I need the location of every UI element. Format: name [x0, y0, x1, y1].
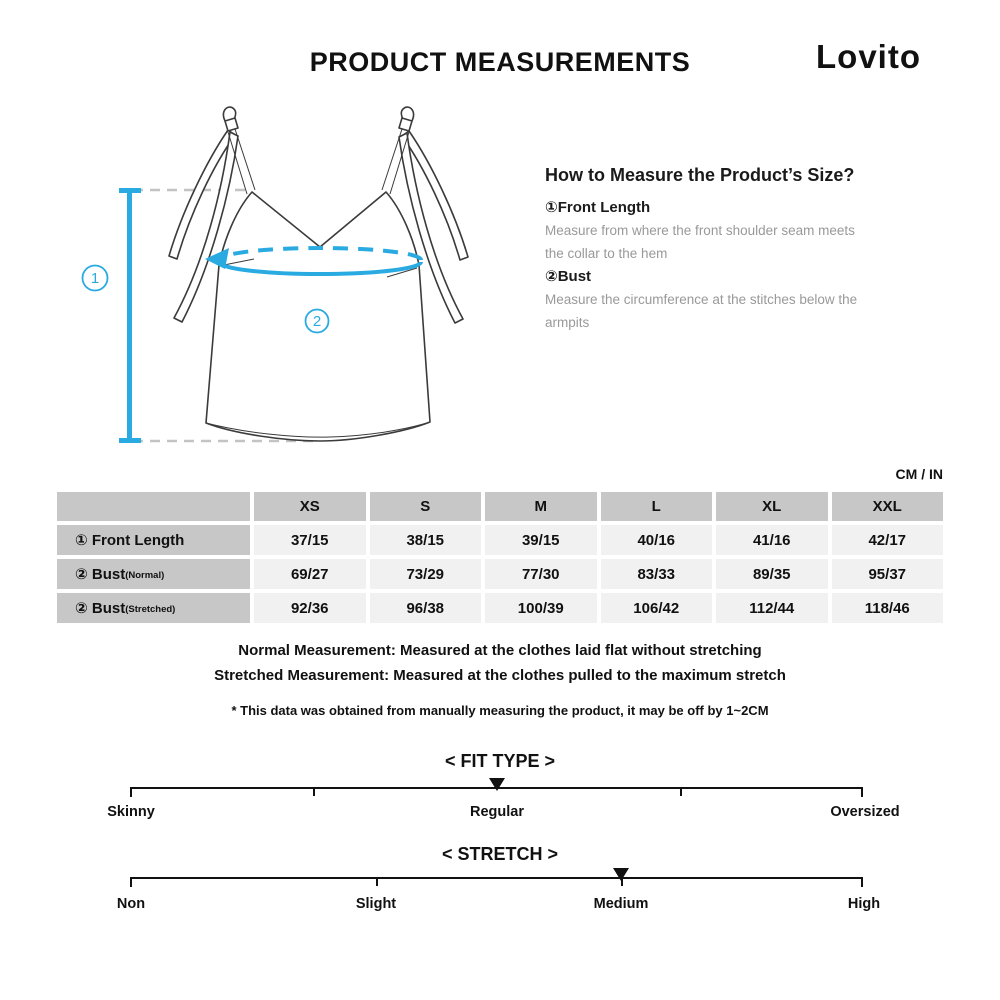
- table-cell: 106/42: [601, 593, 713, 623]
- fit-label-regular: Regular: [470, 804, 524, 820]
- size-col-header: S: [370, 492, 482, 521]
- table-cell: 95/37: [832, 559, 944, 589]
- table-cell: 39/15: [485, 525, 597, 555]
- row-label: ① Front Length: [57, 525, 250, 555]
- fit-type-title: < FIT TYPE >: [444, 751, 556, 771]
- stretch-title: < STRETCH >: [441, 844, 559, 864]
- row-label: ② Bust (Normal): [57, 559, 250, 589]
- fit-type-marker-icon: [489, 778, 505, 791]
- table-cell: 77/30: [485, 559, 597, 589]
- table-cell: 37/15: [254, 525, 366, 555]
- table-cell: 89/35: [716, 559, 828, 589]
- stretch-label-high: High: [847, 896, 881, 912]
- howto-item-desc: Measure from where the front shoulder seam meets the collar to the hem: [545, 223, 855, 261]
- measurement-notes: [0, 639, 1000, 688]
- table-corner-cell: [57, 492, 250, 521]
- fit-type-labels: [0, 804, 1000, 824]
- brand-logo: Lovito: [816, 38, 921, 75]
- stretch-label-non: Non: [116, 896, 146, 912]
- howto-item-label: ①Front Length: [545, 199, 651, 216]
- table-cell: 118/46: [832, 593, 944, 623]
- svg-text:1: 1: [90, 270, 100, 287]
- table-cell: 92/36: [254, 593, 366, 623]
- page-title: PRODUCT MEASUREMENTS: [309, 47, 691, 77]
- howto-item-desc: Measure the circumference at the stitches below the armpits: [545, 292, 858, 330]
- note-stretched: Stretched Measurement: Measured at the clothes pulled to the maximum stretch: [214, 666, 786, 684]
- svg-text:2: 2: [312, 313, 322, 330]
- table-cell: 41/16: [716, 525, 828, 555]
- table-cell: 69/27: [254, 559, 366, 589]
- size-table: [57, 492, 943, 623]
- table-cell: 96/38: [370, 593, 482, 623]
- row-label: ② Bust (Stretched): [57, 593, 250, 623]
- marker-1-badge: [83, 266, 108, 291]
- stretch-scale-line: [130, 877, 863, 879]
- marker-2-badge: [306, 310, 329, 333]
- table-cell: 100/39: [485, 593, 597, 623]
- table-cell: 73/29: [370, 559, 482, 589]
- table-cell: 38/15: [370, 525, 482, 555]
- fit-label-skinny: Skinny: [107, 804, 155, 820]
- unit-label: CM / IN: [895, 466, 943, 482]
- table-cell: 40/16: [601, 525, 713, 555]
- size-col-header: XXL: [832, 492, 944, 521]
- size-col-header: L: [601, 492, 713, 521]
- how-to-measure-section: [545, 165, 917, 334]
- garment-diagram: [55, 105, 525, 475]
- howto-item-label: ②Bust: [545, 268, 592, 285]
- stretch-labels: [0, 896, 1000, 916]
- stretch-label-slight: Slight: [355, 896, 397, 912]
- front-length-measure-bar: [119, 188, 141, 443]
- size-col-header: XS: [254, 492, 366, 521]
- table-cell: 42/17: [832, 525, 944, 555]
- stretch-marker-icon: [613, 868, 629, 881]
- table-cell: 112/44: [716, 593, 828, 623]
- footnote: * This data was obtained from manually measuring the product, it may be off by 1~2CM: [231, 703, 769, 718]
- fit-type-scale-line: [130, 787, 863, 789]
- size-col-header: M: [485, 492, 597, 521]
- fit-label-oversized: Oversized: [830, 804, 900, 820]
- howto-heading: How to Measure the Product’s Size?: [545, 165, 855, 185]
- note-normal: Normal Measurement: Measured at the clothes laid flat without stretching: [238, 642, 762, 659]
- stretch-label-medium: Medium: [593, 896, 649, 912]
- size-col-header: XL: [716, 492, 828, 521]
- table-cell: 83/33: [601, 559, 713, 589]
